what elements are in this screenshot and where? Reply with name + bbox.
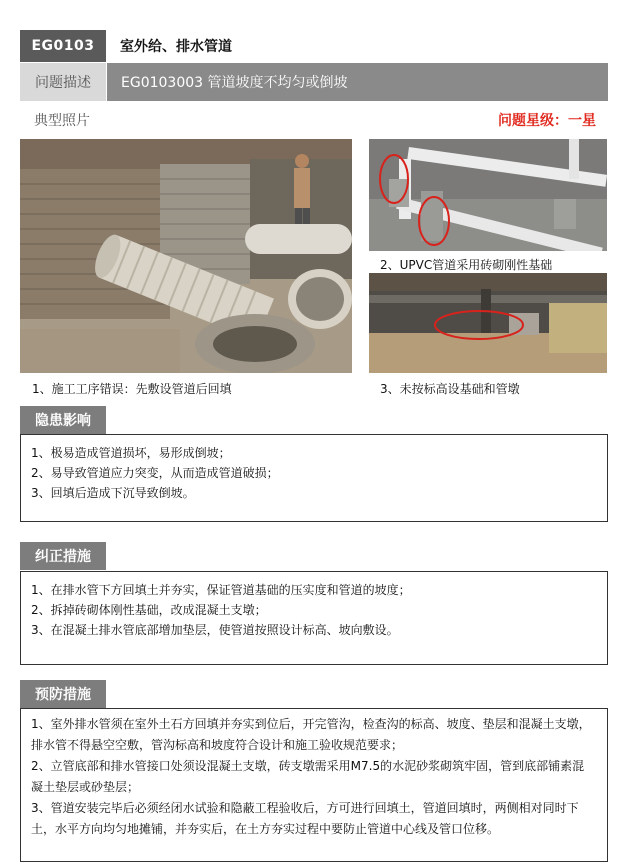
prevention-item: 1、室外排水管须在室外土石方回填并夯实到位后，开完管沟，检查沟的标高、坡度、垫层和混凝土支墩，排水管不得悬空空敷，管沟标高和坡度符合设计和施工验收规范要求； (31, 717, 591, 752)
prevention-box (20, 708, 608, 862)
hazard-tab: 隐患影响 (20, 406, 106, 434)
photo-upvc-brick-base (369, 139, 607, 251)
correction-item: 3、在混凝土排水管底部增加垫层，使管道按照设计标高、坡向敷设。 (31, 623, 399, 637)
header-row (20, 30, 608, 62)
caption-photo-2: 2、UPVC管道采用砖砌刚性基础 (380, 258, 553, 272)
problem-row (20, 63, 608, 101)
hazard-item: 3、回填后造成下沉导致倒坡。 (31, 486, 195, 500)
correction-item: 2、拆掉砖砌体刚性基础，改成混凝土支墩； (31, 603, 267, 617)
code-badge: EG0103 (20, 30, 106, 62)
prevention-tab: 预防措施 (20, 680, 106, 708)
hazard-item: 2、易导致管道应力突变，从而造成管道破损； (31, 466, 279, 480)
photo-trench-pipes (20, 139, 352, 373)
photos-label: 典型照片 (34, 113, 90, 129)
correction-box (20, 571, 608, 665)
caption-photo-3: 3、未按标高设基础和管墩 (380, 382, 520, 396)
problem-label: 问题描述 (20, 63, 106, 101)
prevention-item: 2、立管底部和排水管接口处须设混凝土支墩，砖支墩需采用M7.5的水泥砂浆砌筑牢固，管到底部铺素混凝土垫层或砂垫层； (31, 759, 585, 794)
prevention-item: 3、管道安装完毕后必须经闭水试验和隐蔽工程验收后，方可进行回填土，管道回填时，两侧相对同时下土，水平方向均匀地摊铺，并夯实后，在土方夯实过程中要防止管道中心线及管口位移。 (31, 801, 579, 836)
correction-tab: 纠正措施 (20, 542, 106, 570)
header-title: 室外给、排水管道 (120, 39, 232, 55)
hazard-item: 1、极易造成管道损坏，易形成倒坡； (31, 446, 231, 460)
photo-missing-base (369, 273, 607, 373)
problem-rating: 问题星级：一星 (498, 113, 596, 129)
problem-value: EG0103003 管道坡度不均匀或倒坡 (106, 63, 608, 101)
correction-item: 1、在排水管下方回填土并夯实，保证管道基础的压实度和管道的坡度； (31, 583, 411, 597)
hazard-box (20, 434, 608, 522)
caption-photo-1: 1、施工工序错误：先敷设管道后回填 (32, 382, 232, 396)
